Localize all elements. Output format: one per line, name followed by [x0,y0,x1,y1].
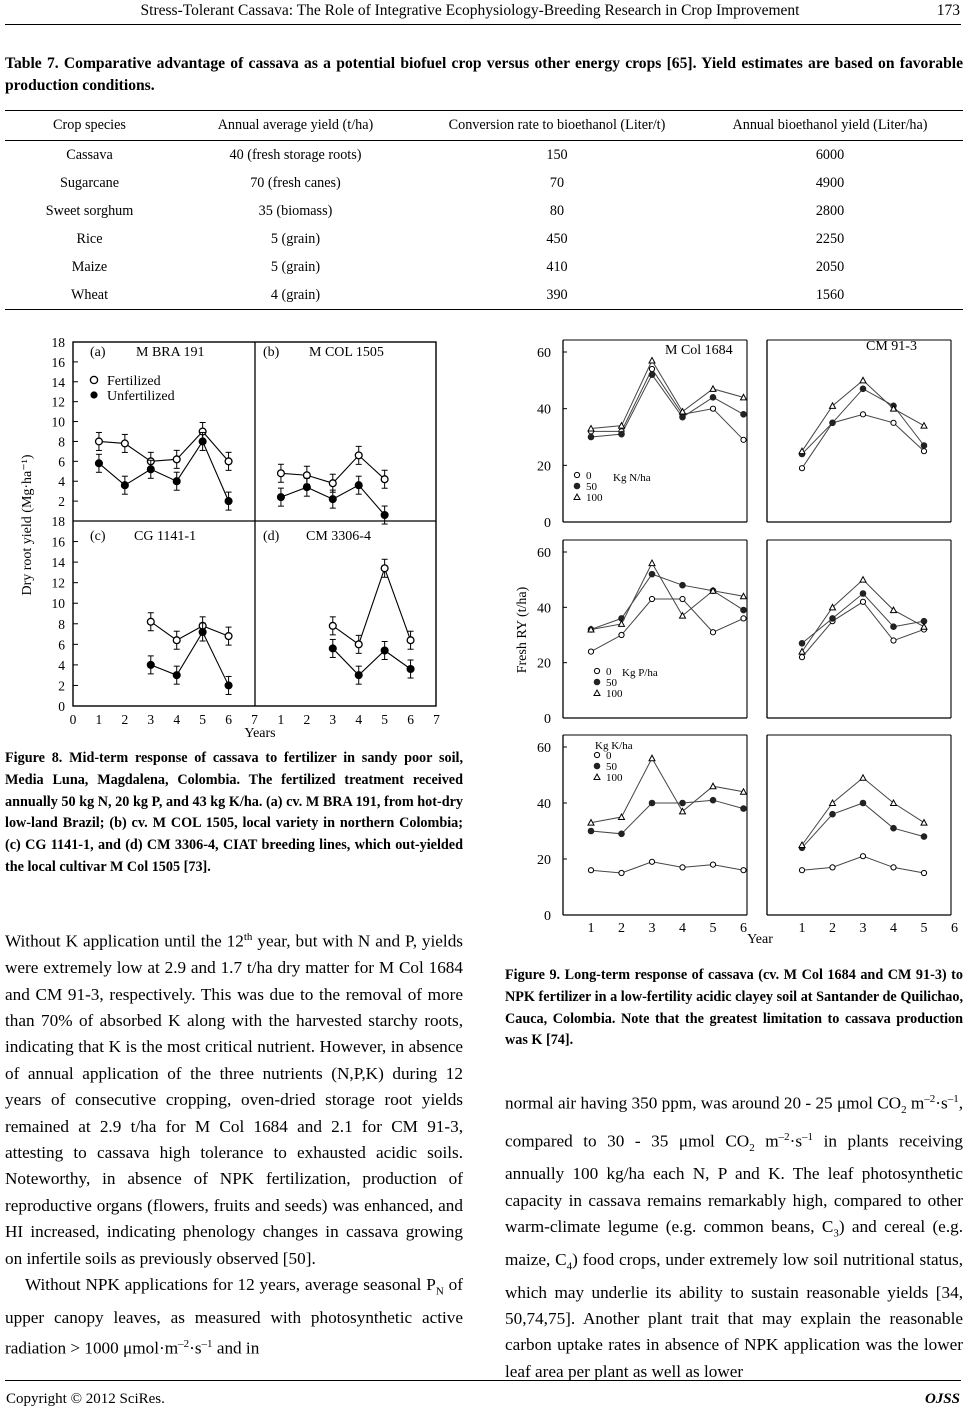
x-tick-label: 2 [121,712,129,727]
x-tick-label: 6 [740,921,747,936]
data-point-0 [594,668,599,673]
y-tick-label: 60 [537,546,551,561]
data-point-unfertilized [329,496,336,503]
data-point-50 [741,806,747,812]
y-tick-label: 20 [537,459,551,475]
text-run: ) and cereal (e.g. maize, C [505,1216,964,1269]
superscript: th [243,931,253,943]
data-point-0 [710,630,715,635]
legend-title-k: Kg K/ha [595,740,633,752]
data-point-50 [680,414,686,420]
data-point-unfertilized [199,438,206,445]
table-cell: 1560 [697,281,963,310]
data-point-unfertilized [355,482,362,489]
data-point-0 [860,599,865,604]
table-cell: 40 (fresh storage roots) [229,146,362,163]
y-tick-label: 0 [544,712,551,727]
superscript: –2 [778,1130,790,1143]
x-tick-label: 5 [381,712,389,727]
subscript: N [435,1285,444,1298]
data-point-0 [860,854,865,859]
table-row [5,141,963,170]
text-run: ·s [789,1131,803,1151]
y-tick-label: 20 [537,853,551,868]
y-tick-label: 12 [51,394,65,410]
legend-level-label: 50 [606,677,617,689]
y-tick-label: 12 [51,575,65,591]
data-point-50 [588,434,594,440]
data-point-unfertilized [381,512,388,519]
data-point-50 [588,828,594,834]
y-tick-label: 20 [537,656,551,672]
data-point-0 [710,862,715,867]
body-paragraph [505,1086,963,1385]
figure-9-marks [588,358,927,876]
data-point-0 [799,655,804,660]
data-point-50 [594,679,600,685]
data-point-0 [921,449,926,454]
table-cell: 450 [546,230,568,247]
data-point-0 [830,865,835,870]
x-tick-label: 4 [890,921,897,936]
text-run: normal air having 350 ppm, was around 20 - 25 μmol CO [505,1093,902,1113]
x-tick-label: 2 [829,921,836,936]
table-row [5,281,963,310]
figure-9-xlabel: Year [747,932,773,947]
y-tick-label: 4 [58,474,65,490]
panel-a-tag: (a) [90,345,106,360]
data-point-100 [594,774,600,780]
table-cell: 4 (grain) [174,281,417,310]
legend-unfertilized: Unfertilized [107,389,175,404]
figure-8-ylabel: Dry root yield (Mg·ha⁻¹) [20,454,35,596]
table-cell: 5 (grain) [270,258,321,275]
legend-fertilized: Fertilized [107,374,161,389]
data-point-fertilized [96,438,103,445]
data-point-unfertilized [147,466,154,473]
table-row [5,197,963,225]
data-point-50 [619,431,625,437]
x-tick-label: 6 [407,712,414,727]
y-tick-label: 10 [51,414,65,430]
legend-level-label: 100 [606,772,623,784]
text-run: and in [212,1339,260,1358]
text-run: ·s [935,1093,948,1113]
series-line-50 [591,375,744,437]
table-cell: 150 [546,146,568,163]
table-column-header: Annual average yield (t/ha) [174,111,417,141]
table-cell: 35 (biomass) [258,202,333,219]
y-tick-label: 14 [51,555,65,571]
data-point-0 [649,366,654,371]
table-cell: 5 (grain) [270,230,321,247]
data-point-unfertilized [329,645,336,652]
y-tick-label: 16 [51,354,65,370]
data-point-0 [891,865,896,870]
data-point-0 [891,420,896,425]
data-point-0 [574,472,579,477]
data-point-unfertilized [199,629,206,636]
data-point-unfertilized [173,672,180,679]
series-line-unfertilized [151,632,229,685]
data-point-unfertilized [407,666,414,673]
y-tick-label: 14 [51,374,65,390]
data-point-0 [891,638,896,643]
y-tick-label: 6 [58,454,65,470]
data-point-unfertilized [96,460,103,467]
figure-9-cultivar-right: CM 91-3 [866,339,917,354]
data-point-fertilized [329,622,336,629]
panel-b-name: M COL 1505 [309,345,384,360]
panel-d-name: CM 3306-4 [306,529,371,544]
data-point-0 [594,752,599,757]
figure-8-xlabel: Years [244,726,276,741]
y-tick-label: 40 [537,601,551,617]
data-point-0 [741,437,746,442]
superscript: –2 [178,1338,190,1351]
data-point-unfertilized [355,672,362,679]
data-point-100 [649,560,655,566]
x-tick-label: 6 [225,712,232,727]
data-point-100 [619,814,625,820]
table-column-header: Annual bioethanol yield (Liter/ha) [697,111,963,141]
data-point-100 [860,775,866,781]
data-point-fertilized [173,456,180,463]
series-line-fertilized [151,622,229,641]
x-tick-label: 4 [173,712,181,727]
data-point-100 [649,358,655,364]
text-run: in plants receiving annually 100 kg/ha each N, P and K. The leaf photosynthetic capacity in cassava remains remarkably high, compared to other warm-climate legume (e.g. common beans, C [505,1131,963,1236]
x-tick-label: 1 [95,712,103,727]
table-cell: 390 [417,281,697,310]
data-point-100 [649,755,655,761]
data-point-fertilized [407,637,414,644]
data-point-fertilized [355,452,362,459]
table-cell: 2050 [815,258,845,275]
data-point-0 [741,868,746,873]
subscript: 2 [901,1104,907,1117]
legend-marker-fertilized [90,376,97,383]
legend-level-label: 100 [606,688,623,700]
y-tick-label: 18 [51,514,65,529]
data-point-100 [710,783,716,789]
x-tick-label: 2 [303,712,311,727]
series-line-fertilized [333,568,411,644]
series-line-100 [802,778,924,845]
table-cell: 80 [549,202,565,219]
figure-8-chart [0,325,466,745]
y-tick-label: 8 [58,434,65,450]
data-point-fertilized [303,472,310,479]
data-point-50 [891,825,897,831]
table-cell: Sweet sorghum [45,202,134,219]
table-cell: Maize [71,258,108,275]
x-tick-label: 0 [69,712,77,727]
figure-9-caption: Figure 9. Long-term response of cassava (cv. M Col 1684 and CM 91-3) to NPK fertilizer in a low-fertility acidic clayey soil at Santander de Quilichao, Cauca, Colombia. Note that the greatest limitation to cassava production was K [74]. [505,967,963,1049]
y-tick-label: 40 [537,797,551,812]
data-point-unfertilized [225,682,232,689]
data-point-0 [588,868,593,873]
x-tick-label: 3 [147,712,155,727]
data-point-50 [830,811,836,817]
data-point-50 [741,412,747,418]
series-line-0 [591,369,744,440]
data-point-50 [574,483,580,489]
series-line-50 [591,800,744,834]
y-tick-label: 0 [58,699,65,714]
y-tick-label: 0 [544,909,551,924]
data-point-50 [680,582,686,588]
y-tick-label: 2 [58,678,65,694]
series-line-50 [802,803,924,848]
data-point-unfertilized [225,498,232,505]
x-tick-label: 4 [679,921,686,936]
data-point-fertilized [147,618,154,625]
data-point-100 [574,494,580,500]
series-line-0 [591,862,744,873]
text-run: Without NPK applications for 12 years, average seasonal P [25,1275,436,1295]
data-point-100 [594,690,600,696]
x-tick-label: 2 [618,921,625,936]
running-header [0,0,966,30]
superscript: –2 [924,1093,936,1105]
data-point-0 [649,859,654,864]
x-tick-label: 3 [648,921,656,936]
y-tick-label: 8 [58,616,65,632]
data-point-fertilized [121,440,128,447]
series-line-unfertilized [99,441,229,501]
data-point-0 [680,865,685,870]
data-point-50 [649,800,655,806]
table-column-header: Crop species [5,111,174,141]
table-cell: 6000 [815,146,845,163]
legend-level-label: 0 [606,666,612,678]
data-point-50 [921,443,927,449]
table-row [5,225,963,253]
legend-level-label: 100 [586,492,603,504]
subscript: 2 [749,1141,755,1154]
x-tick-label: 7 [251,712,258,727]
data-point-50 [710,395,716,401]
text-run: , compared to 30 - 35 μmol CO [505,1093,963,1151]
table-cell: Sugarcane [59,174,120,191]
body-left-column [5,924,463,1362]
journal-name: OJSS [924,1391,960,1407]
data-point-unfertilized [278,494,285,501]
x-tick-label: 5 [920,921,928,936]
text-run: m [754,1131,779,1151]
series-line-100 [591,563,744,629]
panel-d-tag: (d) [263,529,280,544]
panel-a-name: M BRA 191 [136,345,205,360]
table-cell: Rice [76,230,103,247]
data-point-50 [830,616,836,622]
legend-level-label: 50 [606,761,617,773]
legend-title-p: Kg P/ha [622,667,658,679]
data-point-0 [799,466,804,471]
page-number: 173 [936,2,960,19]
figure-9-chart [505,330,966,955]
table-cell: 70 (fresh canes) [250,174,341,191]
series-line-0 [802,602,924,657]
data-point-fertilized [173,637,180,644]
text-run: of upper canopy leaves, as measured with photosynthetic active radiation > 1000 μmol·m [5,1275,463,1358]
data-point-100 [921,820,927,826]
table-7-caption: Table 7. Comparative advantage of cassava as a potential biofuel crop versus other energy crops [65]. Yield estimates are based on favorable production conditions. [5,55,963,94]
legend-level-label: 0 [606,750,612,762]
data-point-100 [921,624,927,630]
x-tick-label: 5 [199,712,207,727]
data-point-0 [921,870,926,875]
data-point-unfertilized [303,484,310,491]
data-point-50 [680,800,686,806]
data-point-50 [594,763,600,769]
data-point-50 [891,624,897,630]
superscript: –1 [201,1338,213,1351]
table-cell: Cassava [66,146,113,163]
table-column-header: Conversion rate to bioethanol (Liter/t) [417,111,697,141]
data-point-100 [619,621,625,627]
table-row [5,253,963,281]
data-point-0 [710,406,715,411]
legend-title-n: Kg N/ha [613,472,651,484]
x-tick-label: 7 [433,712,440,727]
y-tick-label: 16 [51,534,65,550]
text-run: ) food crops, under extremely low soil nutritional status, which may underlie its ability to sustain reasonable yields [34, 50,74,75]. Another plant trait that may explain the reasonable carbon uptake rates in absence of NPK application was the lower leaf area per plant as well as lower [505,1249,963,1381]
data-point-fertilized [381,476,388,483]
data-point-0 [680,596,685,601]
table-cell: Wheat [5,281,174,310]
legend-marker-unfertilized [90,391,97,398]
data-point-0 [588,649,593,654]
x-tick-label: 3 [859,921,867,936]
data-point-50 [830,420,836,426]
data-point-100 [860,377,866,383]
subscript: 3 [833,1227,839,1240]
body-right-column [505,1086,963,1385]
page-footer [0,1380,966,1410]
series-line-50 [802,389,924,454]
x-tick-label: 3 [329,712,337,727]
series-line-unfertilized [333,648,411,675]
table-row [5,169,963,197]
series-line-100 [591,361,744,429]
data-point-unfertilized [147,661,154,668]
panel-c-name: CG 1141-1 [134,529,197,544]
data-point-50 [619,831,625,837]
data-point-50 [860,591,866,597]
copyright: Copyright © 2012 SciRes. [6,1391,165,1407]
data-point-unfertilized [121,482,128,489]
data-point-fertilized [381,565,388,572]
y-tick-label: 18 [51,335,65,350]
data-point-fertilized [329,480,336,487]
x-tick-label: 6 [951,921,958,936]
data-point-50 [860,386,866,392]
y-tick-label: 0 [544,516,551,531]
panel-b-tag: (b) [263,345,280,360]
figure-9-cultivar-left: M Col 1684 [665,343,733,358]
data-point-0 [799,868,804,873]
data-point-100 [799,448,805,454]
figure-9-ylabel: Fresh RY (t/ha) [515,586,530,674]
legend-level-label: 50 [586,481,597,493]
body-paragraph [5,924,463,1272]
data-point-unfertilized [381,647,388,654]
y-tick-label: 60 [537,741,551,756]
x-tick-label: 4 [355,712,363,727]
superscript: –1 [947,1093,959,1105]
data-point-50 [741,607,747,613]
data-point-50 [799,641,805,647]
subscript: 4 [566,1260,573,1273]
table-cell: 2800 [815,202,845,219]
data-point-fertilized [355,641,362,648]
data-point-fertilized [225,458,232,465]
y-tick-label: 60 [537,346,551,361]
table-header-row [5,111,963,141]
superscript: –1 [802,1130,814,1143]
data-point-fertilized [278,470,285,477]
y-tick-label: 2 [58,494,65,510]
y-tick-label: 4 [58,657,65,673]
text-run: m [906,1093,925,1113]
data-point-50 [649,571,655,577]
y-tick-label: 40 [537,402,551,418]
table-cell: 70 [549,174,565,191]
y-tick-label: 10 [51,596,65,612]
table-cell: 410 [546,258,568,275]
data-point-fertilized [225,633,232,640]
panel-c-tag: (c) [90,529,106,544]
footer-rule [5,1380,961,1381]
figure-8-caption: Figure 8. Mid-term response of cassava to fertilizer in sandy poor soil, Media Luna, Magdalena, Colombia. The fertilized treatment received annually 50 kg N, 20 kg P, and 43 kg K/ha. (a) cv. M BRA 191, from hot-dry low-land Brazil; (b) cv. M COL 1505, local variety in northern Colombia; (c) CG 1141-1, and (d) CM 3306-4, CIAT breeding lines, which out-yielded the local cultivar M Col 1505 [73]. [5,750,463,875]
text-run: year, but with N and P, yields were extremely low at 2.9 and 1.7 t/ha dry matter for M Col 1684 and CM 91-3, respectively. This was due to the removal of more than 70% of absorbed K along with the harvested starchy roots, indicating that K is the most critical nutrient. However, in absence of annual application of the three nutrients (N,P,K) during 12 years of consecutive cropping, oven-dried storage root yields remained at 2.9 t/ha for M Col 1684 and 2.1 for CM 91-3, attesting to cassava high tolerance to exhausted acidic soils. Noteworthy, in absence of NPK fertilization, production of reproductive organs (flowers, fruits and seeds) was enhanced, and HI increased, indicating phenology changes in cassava growing on infertile soils as previously observed [50]. [5,931,463,1268]
data-point-50 [860,800,866,806]
text-run: Without K application until the 12 [5,931,244,951]
data-point-0 [619,632,624,637]
header-rule [5,24,961,25]
table-cell: 2250 [815,230,845,247]
data-point-100 [710,386,716,392]
x-tick-label: 1 [587,921,595,936]
text-run: ·s [189,1339,202,1358]
x-tick-label: 1 [798,921,806,936]
body-paragraph [5,1272,463,1362]
data-point-50 [649,372,655,378]
x-tick-label: 1 [277,712,285,727]
table-cell: 4900 [815,174,845,191]
data-point-50 [710,797,716,803]
data-point-100 [921,423,927,429]
data-point-0 [741,616,746,621]
data-point-0 [860,412,865,417]
data-point-0 [619,870,624,875]
data-point-unfertilized [173,478,180,485]
legend-level-label: 0 [586,470,592,482]
table-7 [5,110,963,310]
data-point-50 [921,834,927,840]
y-tick-label: 6 [58,637,65,653]
x-tick-label: 5 [709,921,717,936]
running-title: Stress-Tolerant Cassava: The Role of Integrative Ecophysiology-Breeding Research in Crop Improvement [140,2,800,19]
series-line-50 [591,574,744,629]
data-point-0 [649,596,654,601]
data-point-100 [860,577,866,583]
